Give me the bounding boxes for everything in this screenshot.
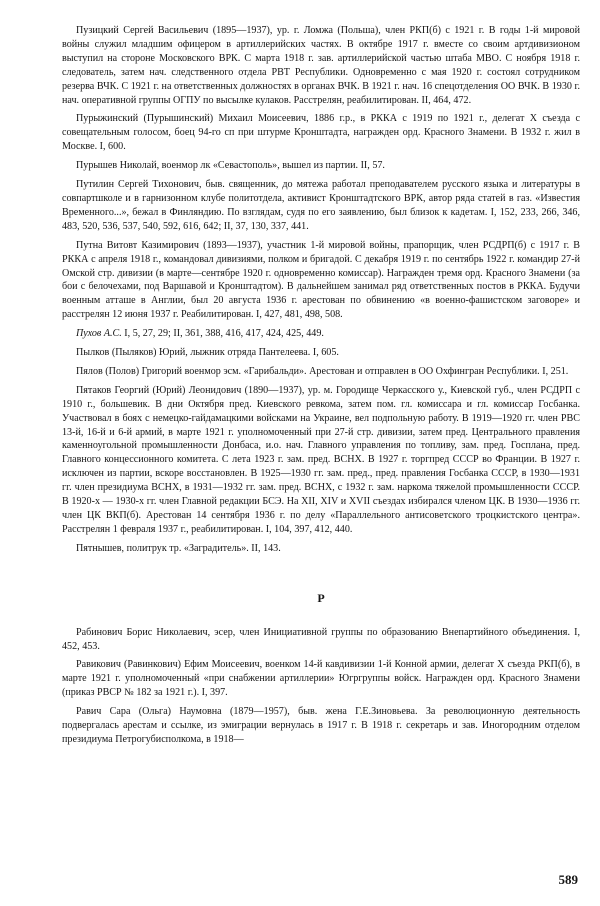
entry-name: Рабинович Борис Николаевич [76,626,208,638]
entry-text: , 1886 г.р., в РККА с 1919 по 1921 г., делегат X съезда с совещательным голосом, боец 94-го сп при штурме Кронштадта, награжден орд. Красного Знамени. В 1932 г. жил в Москве. I, 600. [62,113,580,153]
entry [62,159,580,173]
entry-text: (1879—1957), быв. жена Г.Е.Зиновьева. За революционную деятельность подвергалась арестам и ссылке, из эмиграции вернулась в 1917 г. В 1918 г. секретарь и зав. Иногородним отделом президиума Петрогубисполкома, в 1918— [62,706,580,745]
entry-name: Пухов А.С. [76,328,122,340]
entry-name: Пятаков Георгий (Юрий) Леонидович [76,384,242,396]
entry-name: Пятнышев [76,542,122,554]
entry-name: Пялов (Полов) Григорий [76,365,183,377]
entry [62,384,580,537]
entry-name: Пурыжинский (Пурышинский) Михаил Моисеевич [76,113,307,125]
entry-text: (1893—1937), участник 1-й мировой войны, прапорщик, член РСДРП(б) с 1917 г. В РККА с апреля 1918 г., командовал дивизиями, полком и бригадой. С декабря 1919 г. по сентябрь 1922 г. командир 27-й Омской стр. дивизии (в марте—сентябре 1920 г. одновременно комиссар). Награжден тремя орд. Красного Знамени (за бои с белочехами, под Варшавой и Кронштадтом). В дальнейшем занимал ряд ответственных постов в РККА. Будучи военным атташе в Англии, был 20 августа 1936 г. арестован по обвинению «в военно-фашистском заговоре» и расстрелян 12 июня 1937 г. Реабилитирован. I, 427, 481, 498, 508. [62,239,580,321]
entry-text: , политрук тр. «Заградитель». II, 143. [121,542,281,554]
entry [62,658,580,700]
entry [62,542,580,556]
entry [62,239,580,322]
entry [62,705,580,747]
entry [62,112,580,154]
entry-text: I, 5, 27, 29; II, 361, 388, 416, 417, 424, 425, 449. [121,328,324,340]
section-letter: Р [317,590,325,605]
entry-name: Равич Сара (Ольга) Наумовна [76,706,222,718]
entry-text: , военком 14-й кавдивизии 1-й Конной армии, делегат X съезда РКП(б), в марте 1921 г. уполномоченный «при снабжении артиллерии» Югргруппы войск. Награжден орд. Красного Знамени (приказ РВСР № 182 за 1921 г.). I, 397. [62,659,581,699]
entry [62,24,580,107]
page-number: 589 [558,872,578,887]
entry-name: Путилин Сергей Тихонович [76,179,200,191]
entry-name: Пылков (Пыляков) Юрий [76,347,186,359]
entry-text: военмор эсм. «Гарибальди». Арестован и отправлен в ОО Охфингран Республики. I, 251. [182,365,569,377]
entry [62,626,580,654]
entry-name: Пурышев Николай [76,160,157,172]
text-column [62,24,580,752]
entry-name: Равикович (Равинкович) Ефим Моисеевич [76,659,260,671]
entry-text: , военмор лк «Севастополь», вышел из партии. II, 57. [156,160,385,172]
entry-name: Путна Витовт Казимирович [76,239,199,251]
entry-text: (1890—1937), ур. м. Городище Черкасского у., Киевской губ., член РСДРП с 1910 г., большевик. В дни Октября пред. Киевского ревкома, затем пом. гл. комиссара и гл. комиссар Госбанка. Участвовал в боях с немецко-гайдамацкими войсками на Украине, вел подпольную работу. В 1919—1920 гг. член РВС 13-й, 16-й и 6-й армий, в марте 1921 г. уполномоченный при 27-й стр. дивизии, затем пред. Центрального правления каменноугольной промышленности Донбаса, и.о. нач. Главного управления по топливу, зам. пред. Госплана, пред. Главного концессионного комитета. С лета 1923 г. зам. пред. ВСНХ. В 1927 г. торгпред СССР во Франции. В 1927 г. исключен из партии, вскоре восстановлен. В 1925—1930 гг. зам. пред., пред. правления Госбанка СССР, в 1930—1931 гг. член президиума ВСНХ, в 1931—1932 гг. зам. пред. ВСНХ, с 1932 г. зам. наркома тяжелой промышленности СССР. В 1920-х — 1930-х гг. член Главной редакции БСЭ. На XII, XIV и XVII съездах избирался членом ЦК. В 1930—1936 гг. член ЦК ВКП(б). Арестован 14 сентября 1936 г. по делу «Параллельного антисоветского троцкистского центра». Расстрелян 1 февраля 1937 г., реабилитирован. I, 104, 397, 412, 440. [62,384,580,535]
entry [62,365,580,379]
entry [62,327,580,341]
entry-name: Пузицкий Сергей Васильевич [76,25,209,36]
entry-text: , быв. священник, до мятежа работал преподавателем русского языка и литературы в совпартшколе и в гарнизонном клубе политотдела, активист Кронштадтского ВРК, автор ряда статей в газ. «Известия Временного...», бежал в Финляндию. По взглядам, судя по его заявлению, был близок к кадетам. I, 152, 233, 266, 346, 483, 520, 536, 537, 540, 592, 616, 642; II, 37, 130, 337, 441. [62,179,581,232]
entry-text: , эсер, член Инициативной группы по образованию Внепартийного объединения. I, 452, 453. [62,626,580,652]
entry [62,346,580,360]
entry-text: , лыжник отряда Пантелеева. I, 605. [185,347,339,359]
entry [62,178,580,234]
entry-text: (1895—1937), ур. г. Ломжа (Польша), член РКП(б) с 1921 г. В годы 1-й мировой войны служил младшим офицером в артиллерийских частях. В октябре 1917 г. вместе со своим артдивизионом выступил на стороне Московского ВРК. С марта 1918 г. зав. артиллерийской частью штаба МВО. С ноября 1918 г. следователь, затем нач. следственного отдела РВТ Республики. Одновременно с мая 1920 г. состоял сотрудником резерва ВЧК. С 1921 г. на ответственных должностях в органах ВЧК. В 1921 г. нач. 16 спецотделения ОО ВЧК. В 1930 г. нач. оперативной группы ОГПУ по высылке кулаков. Расстрелян, реабилитирован. II, 464, 472. [62,25,580,106]
